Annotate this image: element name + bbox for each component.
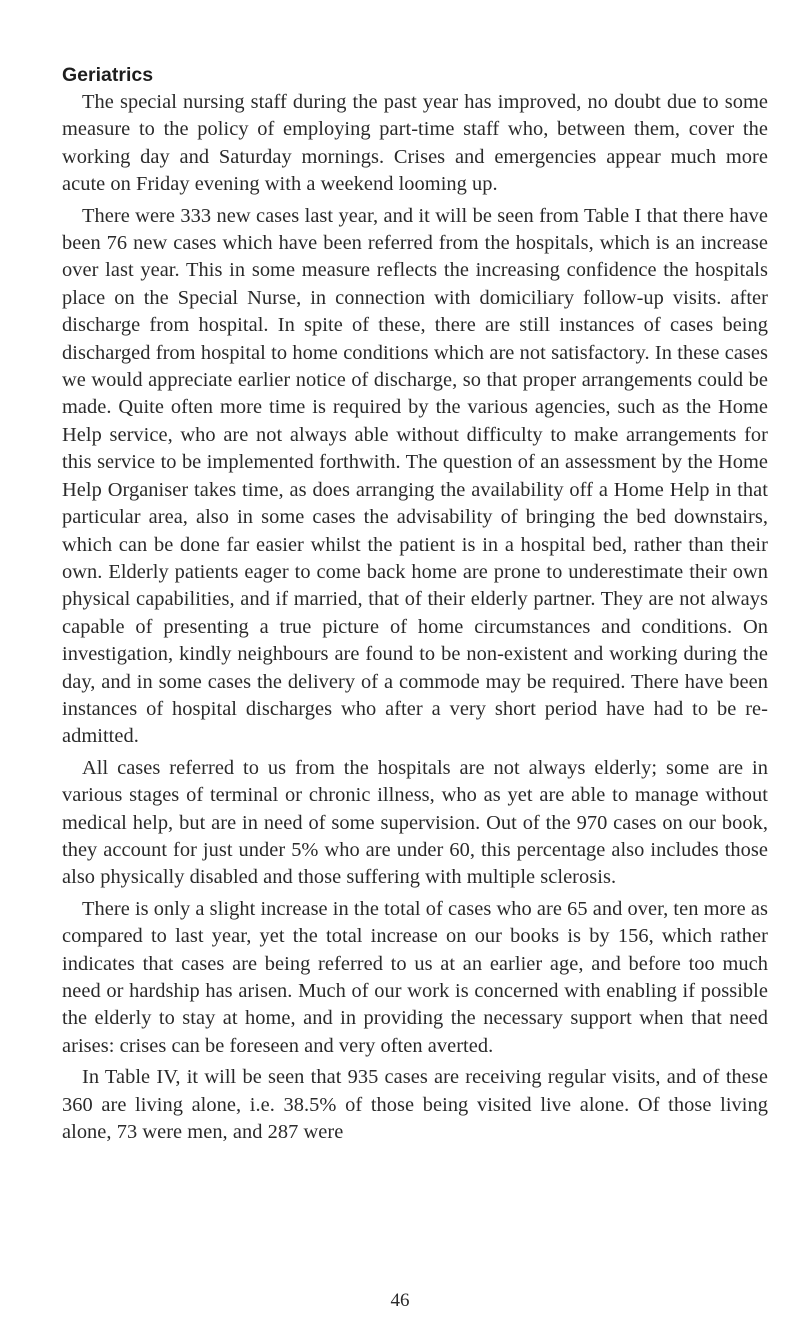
- paragraph-table-iv: In Table IV, it will be seen that 935 cases are receiving regular visits, and of these 360 are living alone, i.e. 38.5% of those being visited live alone. Of those living alone, 73 were men, and 287 were: [62, 1066, 768, 1144]
- paragraph-total-increase: There is only a slight increase in the total of cases who are 65 and over, ten more as compared to last year, yet the total increase on our books is by 156, which rather indicates that cases are being referred to us at an earlier age, and before too much need or hardship has arisen. Much of our work is concerned with enabling if possible the elderly to stay at home, and in providing the necessary support when that need arises: crises can be foreseen and very often averted.: [62, 897, 768, 1057]
- section-heading: Geriatrics: [62, 64, 154, 86]
- page-number: 46: [390, 1290, 410, 1311]
- document-page: [62, 62, 768, 1150]
- paragraph-nursing-staff: The special nursing staff during the past year has improved, no doubt due to some measure to the policy of employing part-time staff who, between them, cover the working day and Saturday mornings. Crises and emergencies appear much more acute on Friday evening with a weekend looming up.: [62, 91, 768, 196]
- paragraph-hospital-referrals: All cases referred to us from the hospitals are not always elderly; some are in various stages of terminal or chronic illness, who as yet are able to manage without medical help, but are in need of some supervision. Out of the 970 cases on our book, they account for just under 5% who are under 60, this percentage also includes those also physically disabled and those suffering with multiple sclerosis.: [62, 756, 768, 889]
- paragraph-new-cases: There were 333 new cases last year, and it will be seen from Table I that there have been 76 new cases which have been referred from the hospitals, which is an increase over last year. This in some measure reflects the increasing confidence the hospitals place on the Special Nurse, in connection with domiciliary follow-up visits. after discharge from hospital. In spite of these, there are still instances of cases being discharged from hospital to home conditions which are not satisfactory. In these cases we would appreciate earlier notice of discharge, so that proper arrangements could be made. Quite often more time is required by the various agencies, such as the Home Help service, who are not always able without difficulty to make arrangements for this service to be implemented forthwith. The question of an assessment by the Home Help Organiser takes time, as does arranging the availability off a Home Help in that particular area, also in some cases the advisability of bringing the bed downstairs, which can be done far easier whilst the patient is in a hospital bed, rather than their own. Elderly patients eager to come back home are prone to underestimate their own physical capabilities, and if married, that of their elderly partner. They are not always capable of presenting a true picture of home circumstances and conditions. On investigation, kindly neighbours are found to be non-existent and working during the day, and in some cases the delivery of a commode may be required. There have been instances of hospital discharges who after a very short period have had to be re-admitted.: [62, 204, 768, 748]
